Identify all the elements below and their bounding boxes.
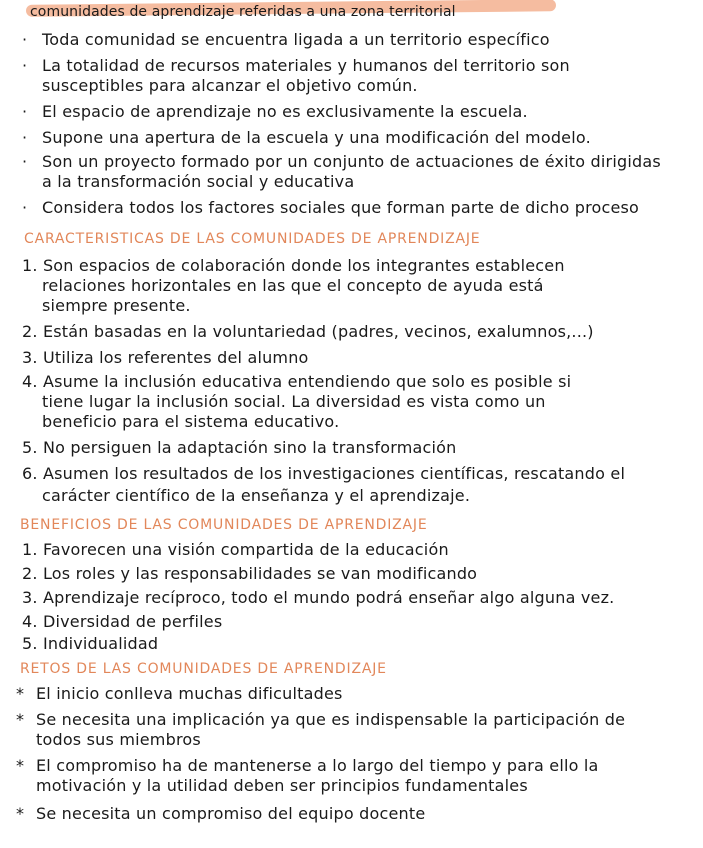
bullet-dot-icon: ·: [22, 198, 28, 217]
asterisk-icon: *: [16, 684, 25, 703]
asterisk-icon: *: [16, 710, 25, 729]
caracteristica-item-4-cont: beneficio para el sistema educativo.: [42, 412, 340, 431]
reto-item-4: * Se necesita un compromiso del equipo docente: [16, 804, 426, 823]
reto-item-2: * Se necesita una implicación ya que es indispensable la participación de: [16, 710, 626, 729]
bullet-dot-icon: ·: [22, 102, 28, 121]
caracteristica-item-3: 3. Utiliza los referentes del alumno: [22, 348, 309, 367]
beneficio-item-5: 5. Individualidad: [22, 634, 159, 653]
caracteristica-item-6: 6. Asumen los resultados de los investigaciones científicas, rescatando el: [22, 464, 626, 483]
intro-bullet-2-cont: susceptibles para alcanzar el objetivo común.: [42, 76, 418, 95]
caracteristica-item-1-cont: relaciones horizontales en las que el concepto de ayuda está: [42, 276, 544, 295]
bullet-dot-icon: ·: [22, 128, 28, 147]
section-heading-retos: RETOS DE LAS COMUNIDADES DE APRENDIZAJE: [20, 661, 387, 677]
bullet-dot-icon: ·: [22, 30, 28, 49]
caracteristica-item-5: 5. No persiguen la adaptación sino la transformación: [22, 438, 457, 457]
section-heading-caracteristicas: CARACTERISTICAS DE LAS COMUNIDADES DE APRENDIZAJE: [24, 231, 481, 247]
beneficio-item-4: 4. Diversidad de perfiles: [22, 612, 223, 631]
beneficio-item-1: 1. Favorecen una visión compartida de la educación: [22, 540, 449, 559]
intro-bullet-2: · La totalidad de recursos materiales y humanos del territorio son: [22, 56, 570, 75]
reto-item-1: * El inicio conlleva muchas dificultades: [16, 684, 343, 703]
intro-bullet-5: · Son un proyecto formado por un conjunto de actuaciones de éxito dirigidas: [22, 152, 661, 171]
intro-bullet-5-cont: a la transformación social y educativa: [42, 172, 355, 191]
caracteristica-item-1: 1. Son espacios de colaboración donde los integrantes establecen: [22, 256, 565, 275]
reto-item-3-cont: motivación y la utilidad deben ser principios fundamentales: [36, 776, 528, 795]
beneficio-item-2: 2. Los roles y las responsabilidades se van modificando: [22, 564, 478, 583]
page-title: comunidades de aprendizaje referidas a una zona territorial: [30, 4, 456, 20]
reto-item-2-cont: todos sus miembros: [36, 730, 201, 749]
reto-item-3: * El compromiso ha de mantenerse a lo largo del tiempo y para ello la: [16, 756, 599, 775]
asterisk-icon: *: [16, 756, 25, 775]
asterisk-icon: *: [16, 804, 25, 823]
intro-bullet-4: · Supone una apertura de la escuela y una modificación del modelo.: [22, 128, 591, 147]
caracteristica-item-6-cont: carácter científico de la enseñanza y el aprendizaje.: [42, 486, 471, 505]
caracteristica-item-1-cont: siempre presente.: [42, 296, 191, 315]
caracteristica-item-2: 2. Están basadas en la voluntariedad (padres, vecinos, exalumnos,...): [22, 322, 594, 341]
intro-bullet-1: · Toda comunidad se encuentra ligada a un territorio específico: [22, 30, 550, 49]
bullet-dot-icon: ·: [22, 56, 28, 75]
caracteristica-item-4: 4. Asume la inclusión educativa entendiendo que solo es posible si: [22, 372, 572, 391]
section-heading-beneficios: BENEFICIOS DE LAS COMUNIDADES DE APRENDIZAJE: [20, 517, 428, 533]
beneficio-item-3: 3. Aprendizaje recíproco, todo el mundo podrá enseñar algo alguna vez.: [22, 588, 615, 607]
bullet-dot-icon: ·: [22, 152, 28, 171]
intro-bullet-3: · El espacio de aprendizaje no es exclusivamente la escuela.: [22, 102, 528, 121]
intro-bullet-6: · Considera todos los factores sociales que forman parte de dicho proceso: [22, 198, 640, 217]
caracteristica-item-4-cont: tiene lugar la inclusión social. La diversidad es vista como un: [42, 392, 546, 411]
